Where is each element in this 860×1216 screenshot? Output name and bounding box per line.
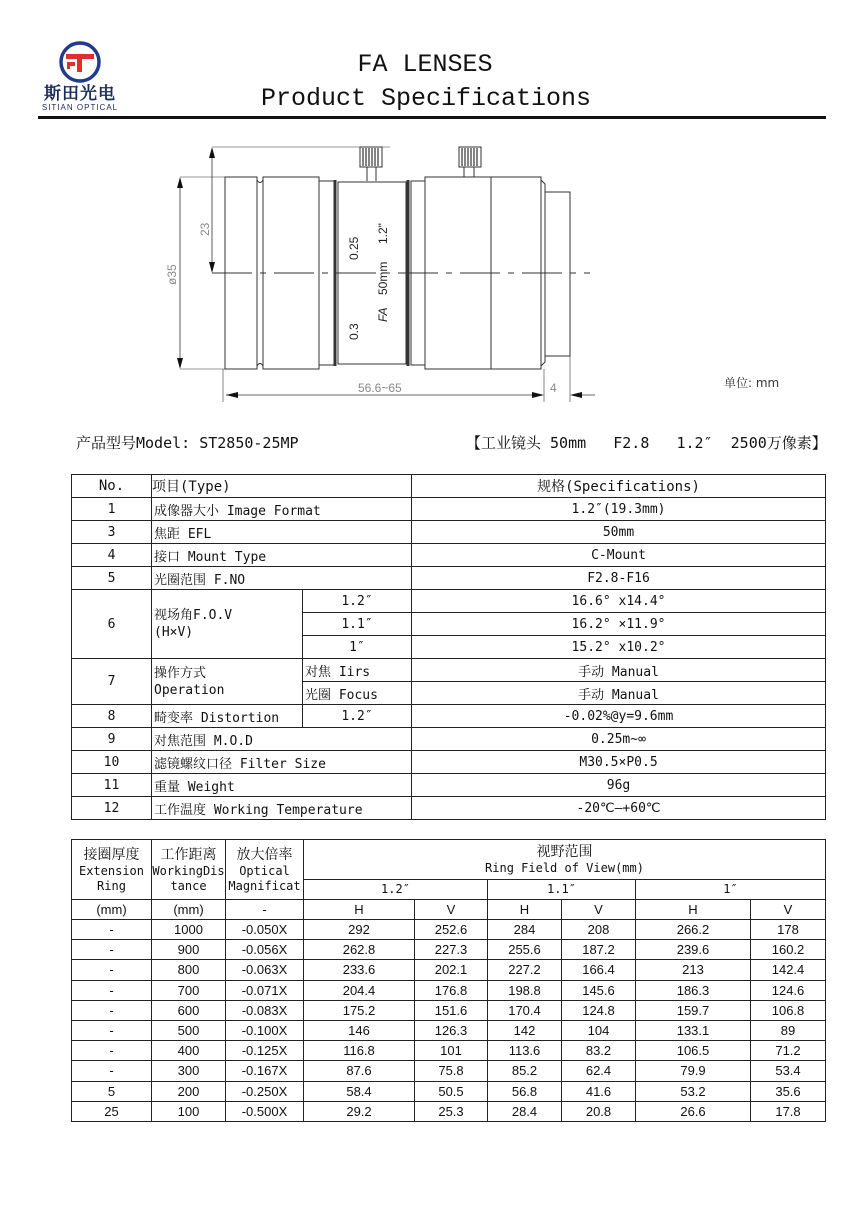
- fov-cell: -: [72, 1061, 152, 1081]
- fov-cell: 213: [636, 960, 751, 980]
- fov-cell: 146: [304, 1020, 415, 1040]
- spec-type: 光圈范围 F.NO: [152, 567, 412, 590]
- fov-data-row: [72, 920, 826, 940]
- h-label: H: [636, 900, 751, 920]
- fov-cell: -: [72, 960, 152, 980]
- spec-row-operation: [72, 659, 826, 682]
- fov-cell: 56.8: [488, 1081, 562, 1101]
- spec-value: 手动 Manual: [412, 682, 826, 705]
- fov-cell: 58.4: [304, 1081, 415, 1101]
- fov-data-row: [72, 1041, 826, 1061]
- fov-cell: 26.6: [636, 1101, 751, 1121]
- rfov-en: Ring Field of View(mm): [485, 861, 644, 875]
- fov-cell: 106.8: [751, 1000, 826, 1020]
- spec-type: 成像器大小 Image Format: [152, 498, 412, 521]
- fov-cell: -0.050X: [226, 920, 304, 940]
- wd-en: WorkingDistance: [152, 863, 225, 893]
- format-1-1: 1.1″: [488, 880, 636, 900]
- fov-cell: 151.6: [415, 1000, 488, 1020]
- lens-format-mark: 1.2": [376, 223, 390, 244]
- spec-no: 12: [72, 797, 152, 820]
- fov-cell: -: [72, 980, 152, 1000]
- spec-row-fov: [72, 590, 826, 613]
- fov-cell: 25.3: [415, 1101, 488, 1121]
- fov-format: 1″: [303, 636, 412, 659]
- fov-cell: 166.4: [562, 960, 636, 980]
- fov-cell: -: [72, 920, 152, 940]
- spec-no: 5: [72, 567, 152, 590]
- fov-cell: -: [72, 940, 152, 960]
- fov-cell: 284: [488, 920, 562, 940]
- spec-value: -0.02%@y=9.6mm: [412, 705, 826, 728]
- doc-title-line1: FA LENSES: [357, 50, 493, 79]
- spec-row: [72, 705, 826, 728]
- fov-cell: 100: [152, 1101, 226, 1121]
- fov-format: 1.1″: [303, 613, 412, 636]
- spec-type: 工作温度 Working Temperature: [152, 797, 412, 820]
- fov-cell: 262.8: [304, 940, 415, 960]
- fov-data-row: [72, 940, 826, 960]
- operation-type-line2: Operation: [154, 682, 225, 698]
- fov-cell: 101: [415, 1041, 488, 1061]
- operation-sub: 对焦 Iirs: [303, 659, 412, 682]
- fov-cell: -: [72, 1000, 152, 1020]
- spec-value: 50mm: [412, 521, 826, 544]
- fov-cell: 160.2: [751, 940, 826, 960]
- spec-row: [72, 774, 826, 797]
- fov-cell: 208: [562, 920, 636, 940]
- spec-row: [72, 751, 826, 774]
- fov-cell: 186.3: [636, 980, 751, 1000]
- spec-type: 接口 Mount Type: [152, 544, 412, 567]
- fov-cell: 700: [152, 980, 226, 1000]
- fov-cell: 239.6: [636, 940, 751, 960]
- col-working-distance: [152, 840, 226, 900]
- spec-value: C-Mount: [412, 544, 826, 567]
- operation-type-line1: 操作方式: [154, 665, 207, 681]
- fov-cell: 178: [751, 920, 826, 940]
- col-magnification: [226, 840, 304, 900]
- col-ring-fov: [304, 840, 826, 880]
- fov-cell: 35.6: [751, 1081, 826, 1101]
- spec-row: [72, 728, 826, 751]
- fov-cell: 104: [562, 1020, 636, 1040]
- fov-cell: 176.8: [415, 980, 488, 1000]
- v-label: V: [415, 900, 488, 920]
- fov-type-line1: 视场角F.O.V: [154, 608, 233, 623]
- fov-cell: 20.8: [562, 1101, 636, 1121]
- fov-cell: 1000: [152, 920, 226, 940]
- fov-cell: 85.2: [488, 1061, 562, 1081]
- ext-en: Extension Ring: [78, 863, 145, 893]
- unit-label: 单位: mm: [724, 376, 780, 390]
- fov-cell: 53.4: [751, 1061, 826, 1081]
- fov-cell: -: [72, 1020, 152, 1040]
- dim-mount: 4: [550, 381, 557, 395]
- spec-value: 16.6° x14.4°: [412, 590, 826, 613]
- fov-cell: 227.2: [488, 960, 562, 980]
- lens-technical-drawing: [160, 140, 800, 410]
- fov-cell: -0.250X: [226, 1081, 304, 1101]
- spec-no: 1: [72, 498, 152, 521]
- unit-mag: -: [226, 900, 304, 920]
- dim-height: 23: [198, 222, 212, 236]
- fov-cell: 113.6: [488, 1041, 562, 1061]
- model-number: 产品型号Model: ST2850-25MP: [76, 434, 299, 452]
- fov-cell: 227.3: [415, 940, 488, 960]
- fov-cell: 50.5: [415, 1081, 488, 1101]
- fov-cell: 142.4: [751, 960, 826, 980]
- header-divider: [38, 116, 826, 119]
- spec-value: -20℃—+60℃: [412, 797, 826, 820]
- spec-type: 对焦范围 M.O.D: [152, 728, 412, 751]
- spec-no: 3: [72, 521, 152, 544]
- product-summary: 【工业镜头 50mm F2.8 1.2″ 2500万像素】: [466, 434, 827, 452]
- format-1-2: 1.2″: [304, 880, 488, 900]
- fov-cell: -0.167X: [226, 1061, 304, 1081]
- col-type: 项目(Type): [152, 475, 412, 498]
- lens-focal-mark: 50mm: [376, 261, 390, 295]
- fov-cell: 28.4: [488, 1101, 562, 1121]
- spec-value: 0.25m~∞: [412, 728, 826, 751]
- fov-cell: 187.2: [562, 940, 636, 960]
- fov-cell: 300: [152, 1061, 226, 1081]
- spec-row: [72, 797, 826, 820]
- fov-cell: 252.6: [415, 920, 488, 940]
- h-label: H: [488, 900, 562, 920]
- logo-chinese-name: 斯田光电: [44, 84, 116, 104]
- fov-format: 1.2″: [303, 590, 412, 613]
- spec-value: F2.8-F16: [412, 567, 826, 590]
- unit-wd: (mm): [152, 900, 226, 920]
- fov-cell: 126.3: [415, 1020, 488, 1040]
- col-spec: 规格(Specifications): [412, 475, 826, 498]
- spec-no: 11: [72, 774, 152, 797]
- fov-cell: 202.1: [415, 960, 488, 980]
- spec-no: 8: [72, 705, 152, 728]
- ext-cn: 接圈厚度: [83, 846, 140, 863]
- focus-mark-near: 0.3: [347, 323, 361, 340]
- fov-cell: 204.4: [304, 980, 415, 1000]
- spec-row: [72, 567, 826, 590]
- spec-value: 1.2″(19.3mm): [412, 498, 826, 521]
- fov-cell: 170.4: [488, 1000, 562, 1020]
- fov-cell: -0.125X: [226, 1041, 304, 1061]
- fov-cell: 198.8: [488, 980, 562, 1000]
- spec-value: 15.2° x10.2°: [412, 636, 826, 659]
- fov-units-row: [72, 900, 826, 920]
- fov-cell: 255.6: [488, 940, 562, 960]
- fov-cell: 266.2: [636, 920, 751, 940]
- fov-data-row: [72, 1081, 826, 1101]
- fov-cell: 159.7: [636, 1000, 751, 1020]
- fov-data-row: [72, 980, 826, 1000]
- fov-cell: 25: [72, 1101, 152, 1121]
- lens-brand-mark: FA: [376, 307, 390, 322]
- fov-cell: 800: [152, 960, 226, 980]
- fov-cell: 124.6: [751, 980, 826, 1000]
- spec-type: 重量 Weight: [152, 774, 412, 797]
- spec-row: [72, 498, 826, 521]
- fov-cell: 89: [751, 1020, 826, 1040]
- field-of-view-table: [71, 839, 826, 1122]
- spec-value: M30.5×P0.5: [412, 751, 826, 774]
- fov-cell: 175.2: [304, 1000, 415, 1020]
- spec-value: 16.2° ×11.9°: [412, 613, 826, 636]
- fov-cell: 124.8: [562, 1000, 636, 1020]
- h-label: H: [304, 900, 415, 920]
- distortion-format: 1.2″: [303, 705, 412, 728]
- fov-cell: 133.1: [636, 1020, 751, 1040]
- fov-cell: 200: [152, 1081, 226, 1101]
- fov-cell: 900: [152, 940, 226, 960]
- format-1: 1″: [636, 880, 826, 900]
- v-label: V: [751, 900, 826, 920]
- spec-no: 7: [72, 659, 152, 705]
- spec-type: 滤镜螺纹口径 Filter Size: [152, 751, 412, 774]
- operation-sub: 光圈 Focus: [303, 682, 412, 705]
- fov-cell: 292: [304, 920, 415, 940]
- fov-cell: 142: [488, 1020, 562, 1040]
- spec-type: 焦距 EFL: [152, 521, 412, 544]
- fov-cell: 29.2: [304, 1101, 415, 1121]
- spec-type: 畸变率 Distortion: [152, 705, 303, 728]
- fov-cell: -0.071X: [226, 980, 304, 1000]
- dim-diameter: ø35: [165, 264, 179, 285]
- spec-header-row: [72, 475, 826, 498]
- fov-data-row: [72, 1061, 826, 1081]
- fov-cell: 116.8: [304, 1041, 415, 1061]
- wd-cn: 工作距离: [160, 846, 217, 863]
- fov-cell: -: [72, 1041, 152, 1061]
- fov-type-line2: (H×V): [154, 625, 194, 640]
- fov-cell: 17.8: [751, 1101, 826, 1121]
- fov-data-row: [72, 1020, 826, 1040]
- logo-english-name: SITIAN OPTICAL: [41, 103, 119, 112]
- spec-row: [72, 544, 826, 567]
- fov-data-row: [72, 1000, 826, 1020]
- fov-cell: -0.083X: [226, 1000, 304, 1020]
- fov-cell: 79.9: [636, 1061, 751, 1081]
- fov-cell: 233.6: [304, 960, 415, 980]
- spec-value: 手动 Manual: [412, 659, 826, 682]
- fov-cell: 600: [152, 1000, 226, 1020]
- spec-value: 96g: [412, 774, 826, 797]
- v-label: V: [562, 900, 636, 920]
- spec-no: 6: [72, 590, 152, 659]
- spec-no: 9: [72, 728, 152, 751]
- spec-no: 10: [72, 751, 152, 774]
- fov-cell: 71.2: [751, 1041, 826, 1061]
- fov-cell: -0.500X: [226, 1101, 304, 1121]
- dim-length: 56.6~65: [358, 381, 402, 395]
- fov-cell: 5: [72, 1081, 152, 1101]
- fov-data-row: [72, 960, 826, 980]
- spec-no: 4: [72, 544, 152, 567]
- spec-type: [152, 590, 303, 659]
- fov-cell: 83.2: [562, 1041, 636, 1061]
- fov-cell: 62.4: [562, 1061, 636, 1081]
- col-no: No.: [72, 475, 152, 498]
- fov-cell: 53.2: [636, 1081, 751, 1101]
- fov-cell: 87.6: [304, 1061, 415, 1081]
- fov-cell: -0.056X: [226, 940, 304, 960]
- fov-cell: 106.5: [636, 1041, 751, 1061]
- col-extension-ring: [72, 840, 152, 900]
- focus-mark-mid: 0.25: [347, 236, 361, 260]
- mag-cn: 放大倍率: [236, 846, 293, 863]
- fov-header-row: [72, 840, 826, 880]
- fov-data-row: [72, 1101, 826, 1121]
- fov-cell: 145.6: [562, 980, 636, 1000]
- unit-ext: (mm): [72, 900, 152, 920]
- fov-cell: 500: [152, 1020, 226, 1040]
- spec-type: [152, 659, 303, 705]
- fov-cell: -0.063X: [226, 960, 304, 980]
- fov-cell: 400: [152, 1041, 226, 1061]
- spec-table: [71, 474, 826, 820]
- doc-title-line2: Product Specifications: [260, 84, 592, 113]
- mag-en: Optical Magnificat: [228, 863, 301, 893]
- fov-cell: 41.6: [562, 1081, 636, 1101]
- fov-cell: 75.8: [415, 1061, 488, 1081]
- rfov-cn: 视野范围: [536, 844, 593, 860]
- spec-row: [72, 521, 826, 544]
- fov-cell: -0.100X: [226, 1020, 304, 1040]
